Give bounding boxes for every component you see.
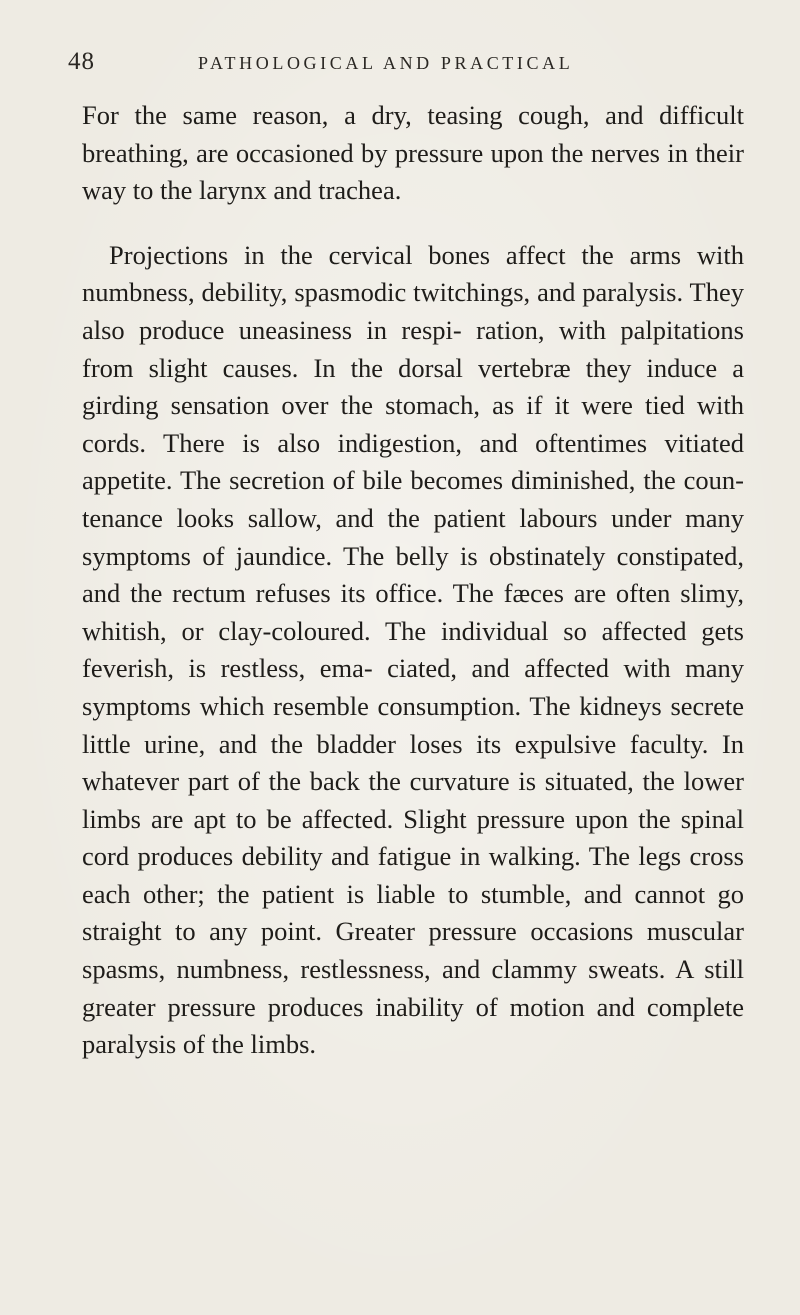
paragraph-2: Projections in the cervical bones affect the arms with numbness, debility, spasmodic twitchings, and paralysis. They also produce uneasiness in respi- ration, with palpitations from slight causes. In the dorsal vertebræ they induce a girding sensation over the stomach, as if it were tied with cords. There is also indigestion, and oftentimes vitiated appetite. The secretion of bile becomes diminished, the coun- tenance looks sallow, and the patient labours under many symptoms of jaundice. The belly is obstinately constipated, and the rectum refuses its office. The fæces are often slimy, whitish, or clay-coloured. The individual so affected gets feverish, is restless, ema- ciated, and affected with many symptoms which resemble consumption. The kidneys secrete little urine, and the bladder loses its expulsive faculty. In whatever part of the back the curvature is situated, the lower limbs are apt to be affected. Slight pressure upon the spinal cord produces debility and fatigue in walking. The legs cross each other; the patient is liable to stumble, and cannot go straight to any point. Greater pressure occasions muscular spasms, numbness, restlessness, and clammy sweats. A still greater pressure produces inability of motion and complete paralysis of the limbs. bbox=[82, 239, 744, 1060]
body-text bbox=[82, 97, 744, 1064]
page-header bbox=[68, 48, 768, 88]
running-head: PATHOLOGICAL AND PRACTICAL bbox=[198, 53, 574, 73]
page-number: 48 bbox=[68, 48, 95, 75]
paragraph-1: For the same reason, a dry, teasing cough, and difficult breathing, are occasioned by pressure upon the nerves in their way to the larynx and trachea. bbox=[82, 100, 744, 206]
